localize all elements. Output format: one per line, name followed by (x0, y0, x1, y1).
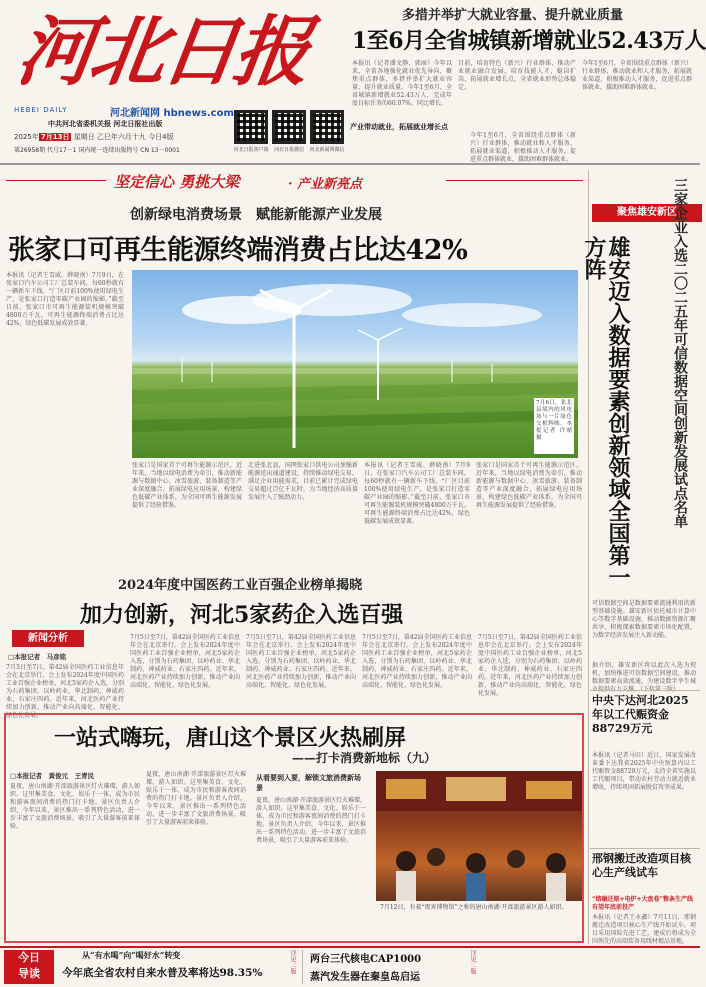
date-line (14, 132, 174, 142)
footer-item-1[interactable] (62, 950, 308, 984)
top-story-body-a: 本报讯（记者潘文静、郭丽）今年以来，全省各地强化就业优先导向，聚焦重点群体，多措并举扩大就业容量、提升就业质量。今年1至6月，全省城镇新增就业52.43万人，完成年度目标任务的60.07%，同比增长。 (352, 60, 452, 107)
top-story-body-c: 今年1至6月，全省围绕重点群体（新兴）行业群体，推动就业和人才服务，拓展就业渠道，积极推动人才服务，促进重点群体就业，援助困难群体就业。 (582, 60, 692, 91)
banner-slogan: 坚定信心 勇挑大梁 (114, 173, 240, 191)
steel-subhead: “熔融还原+电炉+大盘卷”整条生产线有望年底前投产 (592, 896, 693, 911)
night-market-illustration (376, 771, 582, 901)
issue-line (14, 145, 180, 154)
top-story-subhead: 产业带动就业，拓展就业增长点 (350, 122, 470, 132)
pharma-body-4: 7月5日至7日，第42届全国医药工业信息年会在北京举行。会上发布2024年度中国医药工业百强企业榜单，河北5家药企入选，分别为石药集团、以岭药业、华北制药、神威药业、石家庄四药。近年来，河北医药产业持续加力创新，推动产业向高端化、智能化、绿色化发展。 (362, 634, 472, 689)
footer-label-guide: 导读 (18, 967, 40, 980)
zjk-photo-caption: 7月6日，张北县境内的风电场与一片绿色交相辉映。本报记者 许晴 摄 (534, 398, 574, 454)
top-story-headline: 1至6月全省城镇新增就业52.43万人 (352, 28, 706, 54)
masthead-rule (0, 163, 700, 165)
footer-divider (302, 950, 303, 984)
issue-number: 第26958期 (14, 147, 46, 154)
lunar-date: 乙巳年六月十九 (96, 133, 146, 141)
zjk-body-mid2: 走进张北县，国网张家口供电公司加强新能源送出通道建设，持续推动绿电交易，满足企业用能需求，目前已累计完成绿电交易超过百亿千瓦时，为当地经济高质量发展注入了强劲动力。 (248, 462, 358, 501)
footer-item-2[interactable] (310, 950, 460, 984)
tangshan-headline: 一站式嗨玩，唐山这个景区火热刷屏 (54, 725, 407, 751)
slogan-banner (6, 168, 583, 194)
footer-label-today: 今日 (18, 951, 40, 964)
xiongan-body-b: 可信数据空间是数据要素流通利用的新型基础设施。雄安新区依托城市计算中心等数字基础设施，推动数据资源汇聚共享，积极探索数据要素市场化配置，为数字经济发展注入新动能。 (592, 600, 696, 639)
xiongan-section-tag: 聚焦雄安新区 (592, 204, 702, 222)
zjk-body-left: 本报讯（记者王雪威、薛晓南）7月9日，在张家口汽车公司工厂总装车间，每60秒就有一辆新车下线。“厂区目前100%使用绿电生产，是张家口打造零碳产业园的缩影。”截至目前，张家口市可再生能源装机规模突破4800万千瓦，可再生能源终端消费占比达42%，绿色低碳发展成效显著。 (6, 272, 124, 327)
masthead-logo (11, 4, 318, 102)
qr-code-app (234, 110, 268, 144)
zjk-headline: 张家口可再生能源终端消费占比达42% (8, 235, 468, 266)
qr-label-wechat: 河北日报微信 (273, 147, 304, 153)
masthead-website: 河北新闻网 hbnews.com (110, 108, 234, 119)
zjk-body-right2: 张家口是国家首个可再生能源示范区，近年来，当地以绿电消费为牵引，推动新能源与数据中心、冰雪旅游、装备制造等产业深度融合，拓展绿电应用场景，构建绿色低碳产业体系，为全国可再生能源发展提供了经验借鉴。 (476, 462, 582, 509)
pharma-kicker: 2024年度中国医药工业百强企业榜单揭晓 (118, 578, 363, 593)
steel-rule (590, 848, 700, 849)
qr-label-app: 河北日报客户端 (233, 147, 269, 153)
wind-turbines-illustration (132, 270, 578, 458)
wage-rule (590, 690, 700, 691)
footer-item-2-kicker: 两台三代核电CAP1000 (310, 954, 422, 965)
pharma-headline: 加力创新，河北5家药企入选百强 (80, 602, 404, 628)
pharma-body-2: 7月5日至7日，第42届全国医药工业信息年会在北京举行。会上发布2024年度中国医药工业百强企业榜单，河北5家药企入选，分别为石药集团、以岭药业、华北制药、神威药业、石家庄四药。近年来，河北医药产业持续加力创新，推动产业向高端化、智能化、绿色化发展。 (130, 634, 240, 689)
tangshan-photo-caption: 7月12日，有着“夜宵博物馆”之称的唐山南湖·开滦旅游景区游人如织。 (376, 901, 582, 939)
xiongan-side-headline: 三家企业入选二〇二五年可信数据空间创新发展试点名单 (672, 178, 688, 528)
masthead-title: 河北日报 (11, 7, 313, 96)
date-year: 2025年 (14, 133, 39, 141)
pharma-byline: □本报记者 马彦铭 (8, 653, 67, 661)
tangshan-subhead: ——打卡消费新地标（九） (292, 751, 437, 765)
banner-rule-right (446, 180, 583, 181)
date-month-day: 7月13日 (40, 133, 70, 141)
footer-item-2-page[interactable]: 详见二版 (469, 950, 476, 974)
footer-item-1-title: 今年底全省农村自来水普及率将达98.35% (62, 967, 263, 979)
top-story-body-b2: 今年1至6月，全省围绕重点群体（新兴）行业群体，推动就业和人才服务，拓展就业渠道，积极推动人才服务，促进重点群体就业，援助困难群体就业。 (470, 132, 576, 163)
pharma-section-tag: 新闻分析 (12, 630, 84, 647)
zjk-kicker: 创新绿电消费场景 赋能新能源产业发展 (130, 207, 382, 223)
footer-item-1-kicker: 从“有水喝”向“喝好水”转变 (82, 950, 181, 960)
steel-body: 本报讯（记者王永鑫）7月11日，邢钢搬迁改造项目核心生产线开始试车。项目采用国际先进工艺，建成后将成为全国领先的高端装备用线材精品基地。 (592, 914, 696, 945)
qr-code-news (310, 110, 344, 144)
qr-code-wechat (272, 110, 306, 144)
steel-headline: 邢钢搬迁改造项目核心生产线试车 (592, 852, 691, 879)
tangshan-feature-frame (4, 713, 584, 943)
tangshan-body-3: 夏夜，唐山南湖·开滦旅游景区灯火璀璨，游人如织。这里集美食、文化、娱乐于一体，成为市民和游客夜间消费的热门打卡地。景区负责人介绍，今年以来，景区推出一系列特色活动，进一步丰富了文旅消费场景，吸引了大量游客前来体验。 (256, 797, 366, 844)
zjk-photo (132, 270, 578, 458)
xiongan-body-c: 据介绍，雄安新区将以此次入选为契机，加快推进可信数据空间建设，推动数据要素高效流通，为建设数字孪生城 (592, 662, 696, 685)
masthead-english: HEBEI DAILY (14, 106, 68, 114)
footer-label (4, 950, 54, 984)
tangshan-sidebar-title: 从看要到入要，解锁文旅消费新场景 (256, 773, 361, 792)
zjk-body-right: 本报讯（记者王雪威、薛晓南）7月9日，在张家口汽车公司工厂总装车间，每60秒就有一辆新车下线。“厂区目前100%使用绿电生产，是张家口打造零碳产业园的缩影。”截至目前，张家口市可再生能源装机规模突破4800万千瓦，可再生能源终端消费占比达42%，绿色低碳发展成效显著。 (364, 462, 470, 525)
pharma-body-3: 7月5日至7日，第42届全国医药工业信息年会在北京举行。会上发布2024年度中国医药工业百强企业榜单，河北5家药企入选，分别为石药集团、以岭药业、华北制药、神威药业、石家庄四药。近年来，河北医药产业持续加力创新，推动产业向高端化、智能化、绿色化发展。 (246, 634, 356, 689)
page-count: 今日4版 (148, 133, 174, 141)
wage-body: 本报讯（记者马田）近日，国家发展改革委下达我省2025年中央预算内以工代赈资金88729万元，支持全省实施以工代赈项目，带动农村劳动力就近就业增收，持续巩固拓展脱贫攻坚成果。 (592, 752, 696, 791)
top-story-kicker: 多措并举扩大就业容量、提升就业质量 (402, 8, 624, 23)
pharma-body-1: 7月5日至7日，第42届全国医药工业信息年会在北京举行。会上发布2024年度中国医药工业百强企业榜单，河北5家药企入选，分别为石药集团、以岭药业、华北制药、神威药业、石家庄四药。近年来，河北医药产业持续加力创新，推动产业向高端化、智能化、绿色化发展。 (6, 664, 124, 719)
footer-item-2-title: 蒸汽发生器在秦皇岛启运 (310, 972, 420, 983)
top-story-body-b: 目前，培育特色（新兴）行业群体，推动产业就业融合发展，培育技能人才，稳岗扩岗，拓展就业增长点，全省就业形势总体稳定。 (458, 60, 576, 91)
qr-label-news: 河北新闻网微信 (309, 147, 345, 153)
tangshan-byline: □本报记者 黄俊元 王青民 (10, 772, 95, 780)
masthead-publisher: 中共河北省委机关报 河北日报社出版 (48, 120, 163, 128)
banner-suffix: · 产业新亮点 (288, 177, 363, 192)
footer-item-1-page[interactable]: 详见二版 (289, 950, 296, 974)
tangshan-photo (376, 771, 582, 939)
xiongan-headline: 雄安迈入数据要素创新领域全国第一方阵 (581, 236, 631, 588)
zjk-body-mid: 张家口是国家首个可再生能源示范区，近年来，当地以绿电消费为牵引，推动新能源与数据中心、冰雪旅游、装备制造等产业深度融合，拓展绿电应用场景，构建绿色低碳产业体系，为全国可再生能源发展提供了经验借鉴。 (132, 462, 242, 509)
pharma-body-5: 7月5日至7日，第42届全国医药工业信息年会在北京举行。会上发布2024年度中国医药工业百强企业榜单，河北5家药企入选，分别为石药集团、以岭药业、华北制药、神威药业、石家庄四药。近年来，河北医药产业持续加力创新，推动产业向高端化、智能化、绿色化发展。 (478, 634, 582, 697)
right-column-rule (588, 170, 589, 944)
footer-rule (0, 946, 700, 948)
tangshan-body-2: 夏夜，唐山南湖·开滦旅游景区灯火璀璨，游人如织。这里集美食、文化、娱乐于一体，成为市民和游客夜间消费的热门打卡地。景区负责人介绍，今年以来，景区推出一系列特色活动，进一步丰富了文旅消费场景，吸引了大量游客前来体验。 (146, 771, 246, 826)
wage-headline: 中央下达河北2025年以工代赈资金88729万元 (592, 694, 689, 735)
weekday: 星期日 (73, 133, 95, 141)
tangshan-body-1: 夏夜，唐山南湖·开滦旅游景区灯火璀璨，游人如织。这里集美食、文化、娱乐于一体，成为市民和游客夜间消费的热门打卡地。景区负责人介绍，今年以来，景区推出一系列特色活动，进一步丰富了文旅消费场景，吸引了大量游客前来体验。 (10, 783, 140, 830)
publication-codes: 代号17－1 国内统一连续出版物号 CN 13－0001 (47, 147, 180, 154)
banner-rule-left (6, 180, 106, 181)
